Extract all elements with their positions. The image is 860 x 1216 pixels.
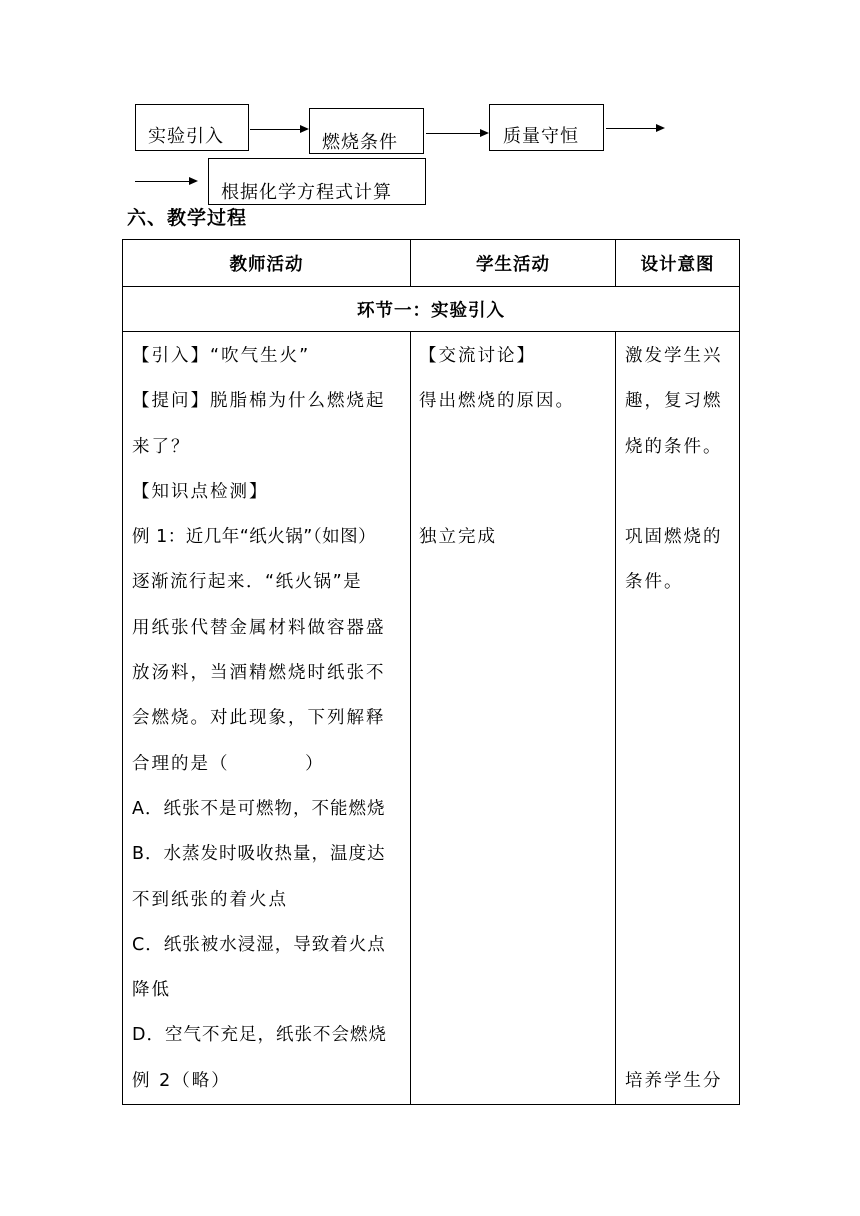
flow-step-label: 实验引入 <box>148 126 224 147</box>
student-line: 【交流讨论】 <box>419 346 536 366</box>
flow-step-experiment-intro <box>135 104 249 151</box>
flow-step-mass-conservation <box>489 104 604 151</box>
flow-arrow-1 <box>250 129 307 130</box>
teacher-line: 合理的是（ ） <box>132 753 325 774</box>
header-teacher-activity: 教师活动 <box>123 240 411 287</box>
design-intent-cell <box>616 332 740 1105</box>
flow-step-combustion-conditions <box>309 108 424 154</box>
teacher-line: B．水蒸发时吸收热量，温度达 <box>132 844 386 865</box>
teacher-line: 逐渐流行起来．“纸火锅”是 <box>132 572 363 593</box>
teacher-line: 【提问】脱脂棉为什么燃烧起 <box>132 391 386 412</box>
teacher-line: 【引入】“吹气生火” <box>132 346 311 366</box>
teacher-line: 放汤料，当酒精燃烧时纸张不 <box>132 663 386 684</box>
spacer <box>625 470 739 515</box>
teacher-line: C．纸张被水浸湿，导致着火点 <box>132 934 386 955</box>
teacher-line: D．空气不充足，纸张不会燃烧 <box>132 1025 387 1046</box>
flow-step-label: 燃烧条件 <box>322 132 398 153</box>
flow-arrow-3 <box>606 128 663 129</box>
intent-line: 条件。 <box>625 572 684 593</box>
spacer <box>419 470 615 515</box>
section-title: 六、教学过程 <box>127 207 248 229</box>
teacher-activity-cell <box>123 332 411 1105</box>
student-line: 得出燃烧的原因。 <box>419 391 575 412</box>
teacher-line: 例 1：近几年“纸火锅”（如图） <box>132 527 377 548</box>
teaching-process-table <box>122 239 740 1105</box>
teacher-line: 用纸张代替金属材料做容器盛 <box>132 617 386 638</box>
header-student-activity: 学生活动 <box>411 240 616 287</box>
stage-row <box>123 287 740 332</box>
spacer <box>625 606 739 1059</box>
stage-title: 环节一：实验引入 <box>123 287 740 332</box>
flow-step-label: 根据化学方程式计算 <box>221 182 392 203</box>
teacher-line: 降低 <box>132 980 171 1001</box>
teacher-line: 例 2（略） <box>132 1070 231 1091</box>
teacher-line: 不到纸张的着火点 <box>132 889 288 910</box>
flow-arrow-2 <box>426 133 487 134</box>
table-row <box>123 332 740 1105</box>
student-line: 独立完成 <box>419 527 497 548</box>
teacher-line: A．纸张不是可燃物，不能燃烧 <box>132 798 386 819</box>
flow-step-label: 质量守恒 <box>503 126 579 147</box>
teacher-line: 会燃烧。对此现象，下列解释 <box>132 708 386 729</box>
teacher-line: 来了？ <box>132 436 191 457</box>
flow-step-equation-calculation <box>208 158 426 205</box>
flow-arrow-4 <box>135 181 196 182</box>
table-header-row <box>123 240 740 287</box>
intent-line: 趣，复习燃 <box>625 391 723 412</box>
intent-line: 激发学生兴 <box>625 346 723 366</box>
header-design-intent: 设计意图 <box>616 240 740 287</box>
intent-line: 烧的条件。 <box>625 436 723 457</box>
intent-line: 巩固燃烧的 <box>625 527 723 548</box>
intent-line: 培养学生分 <box>625 1070 723 1091</box>
teacher-line: 【知识点检测】 <box>132 481 269 502</box>
student-activity-cell <box>411 332 616 1105</box>
spacer <box>419 425 615 470</box>
